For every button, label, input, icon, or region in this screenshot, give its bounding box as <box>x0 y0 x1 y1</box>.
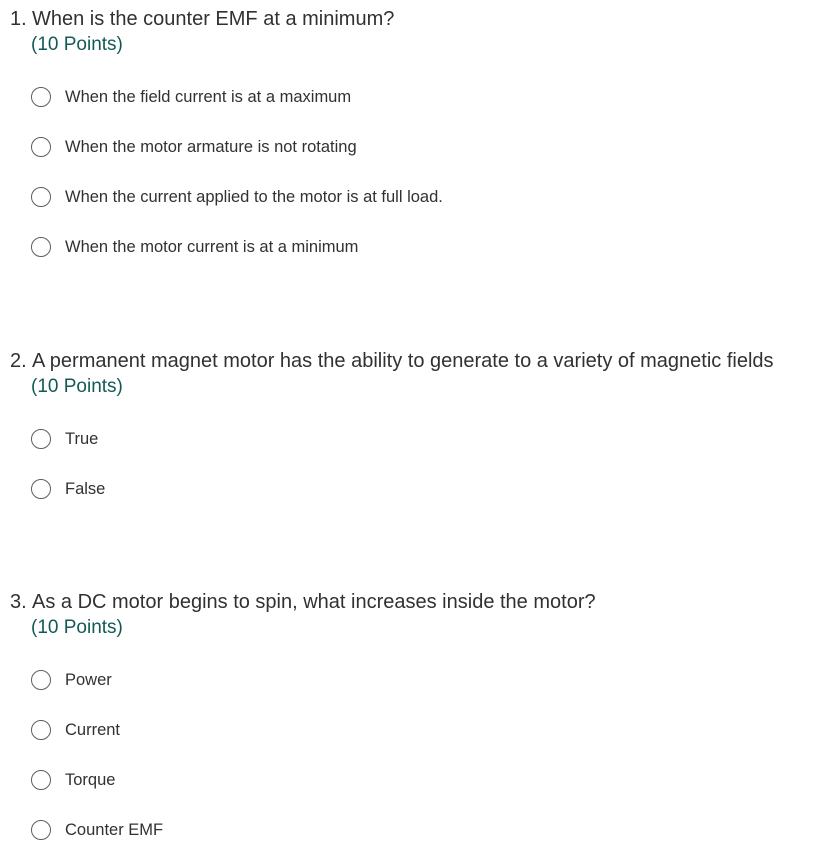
option-radio[interactable] <box>31 717 120 743</box>
option-label[interactable]: When the motor current is at a minimum <box>65 238 359 256</box>
question-text: A permanent magnet motor has the ability to generate to a variety of magnetic fields <box>32 350 774 372</box>
option-label[interactable]: Torque <box>65 771 116 789</box>
option-label[interactable]: Current <box>65 721 121 739</box>
radio-button[interactable] <box>31 137 51 157</box>
option-radio[interactable] <box>31 476 105 502</box>
option-radio[interactable] <box>31 84 351 110</box>
question-title <box>10 348 774 374</box>
question-title <box>10 589 596 615</box>
option-label[interactable]: False <box>65 480 106 498</box>
question-number: 3. <box>10 591 27 613</box>
option-label[interactable]: When the current applied to the motor is at full load. <box>65 188 443 206</box>
question-number: 1. <box>10 8 27 30</box>
question-points: (10 Points) <box>31 617 123 638</box>
option-radio[interactable] <box>31 817 163 843</box>
option-radio[interactable] <box>31 184 443 210</box>
option-radio[interactable] <box>31 426 98 452</box>
option-label[interactable]: When the motor armature is not rotating <box>65 138 357 156</box>
radio-button[interactable] <box>31 720 51 740</box>
option-label[interactable]: When the field current is at a maximum <box>65 88 352 106</box>
option-label[interactable]: Power <box>65 671 112 689</box>
radio-button[interactable] <box>31 670 51 690</box>
question-points: (10 Points) <box>31 34 123 55</box>
radio-button[interactable] <box>31 429 51 449</box>
radio-button[interactable] <box>31 479 51 499</box>
question-text: When is the counter EMF at a minimum? <box>32 8 395 30</box>
question-text: As a DC motor begins to spin, what increases inside the motor? <box>32 591 596 613</box>
question-title <box>10 6 394 32</box>
option-label[interactable]: True <box>65 430 99 448</box>
option-radio[interactable] <box>31 134 357 160</box>
option-label[interactable]: Counter EMF <box>65 821 164 839</box>
radio-button[interactable] <box>31 770 51 790</box>
radio-button[interactable] <box>31 820 51 840</box>
radio-button[interactable] <box>31 87 51 107</box>
question-number: 2. <box>10 350 27 372</box>
question-points: (10 Points) <box>31 376 123 397</box>
option-radio[interactable] <box>31 767 115 793</box>
radio-button[interactable] <box>31 237 51 257</box>
option-radio[interactable] <box>31 667 112 693</box>
radio-button[interactable] <box>31 187 51 207</box>
option-radio[interactable] <box>31 234 358 260</box>
